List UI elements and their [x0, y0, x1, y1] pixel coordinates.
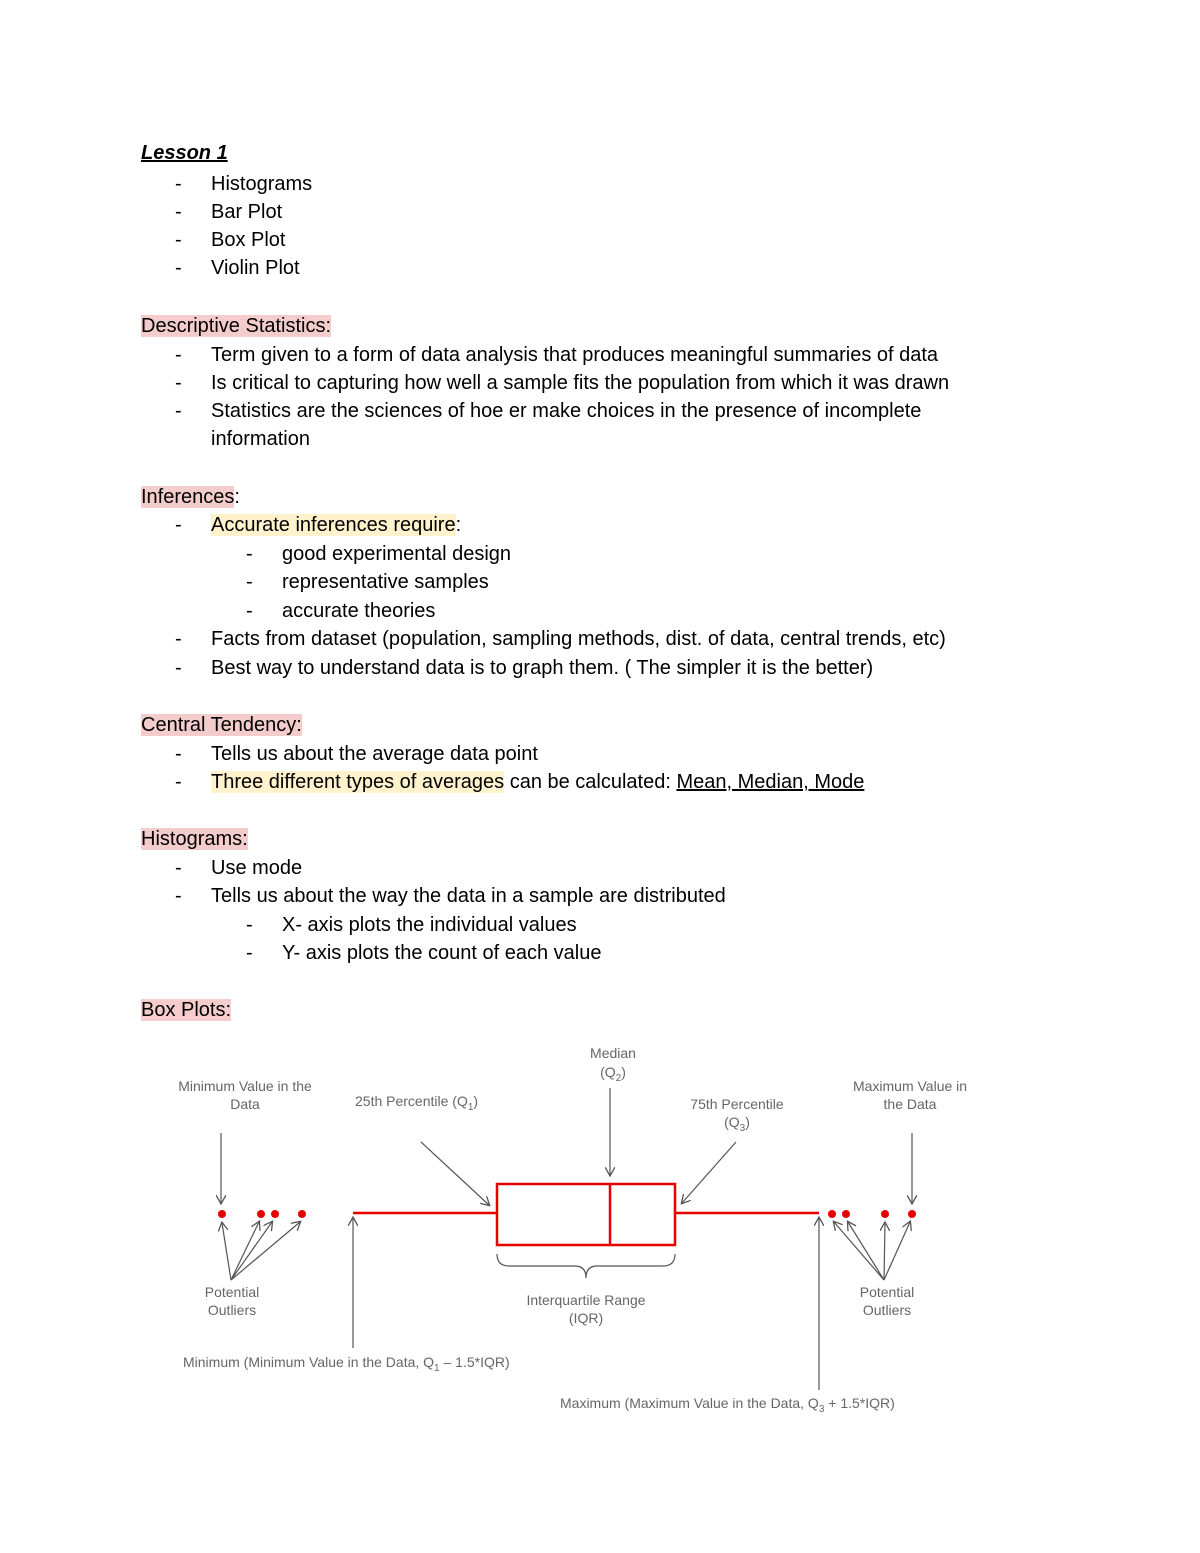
label-iqr: Interquartile Range	[526, 1292, 646, 1308]
list-item: Box Plot	[211, 229, 286, 251]
bullet-dash: -	[175, 201, 182, 223]
label-max-value: Maximum Value in	[852, 1078, 968, 1094]
list-item: Bar Plot	[211, 201, 283, 223]
arrow-q1	[421, 1142, 489, 1205]
label-iqr-2: (IQR)	[568, 1310, 604, 1326]
heading-text: Histograms	[141, 828, 243, 850]
label-min-value: Minimum Value in the	[178, 1078, 312, 1094]
outlier-point	[842, 1210, 850, 1218]
label-maximum: Maximum (Maximum Value in the Data, $Q_3 + 1.5*IQR$)	[560, 1395, 895, 1415]
heading-colon: :	[225, 999, 232, 1021]
highlighted-text: Three different types of averages	[211, 771, 505, 793]
outlier-point	[298, 1210, 306, 1218]
arrow-outlier-right	[848, 1222, 884, 1280]
outlier-point	[881, 1210, 889, 1218]
arrow-outlier-right	[884, 1222, 910, 1280]
list-item: Is critical to capturing how well a sample fits the population from which it was drawn	[211, 372, 950, 394]
outlier-point	[257, 1210, 265, 1218]
arrow-q3	[682, 1142, 736, 1203]
arrow-outlier-right	[884, 1223, 885, 1280]
label-median: Median	[590, 1045, 636, 1061]
label-min-value-2: Data	[230, 1096, 260, 1112]
sub-list-item: Y- axis plots the count of each value	[282, 942, 602, 964]
item-text: :	[455, 514, 462, 536]
bullet-dash: -	[175, 173, 182, 195]
list-item: Tells us about the way the data in a sample are distributed	[211, 885, 726, 907]
bullet-dash: -	[175, 372, 182, 394]
heading-text: Central Tendency:	[141, 714, 302, 736]
heading-text: Inferences	[141, 486, 235, 508]
lesson-title: Lesson 1	[141, 142, 228, 164]
sub-list-item: representative samples	[282, 571, 489, 593]
list-item: Statistics are the sciences of hoe er make choices in the presence of incomplete	[211, 400, 922, 422]
bullet-dash: -	[175, 743, 182, 765]
bullet-dash: -	[246, 543, 253, 565]
bullet-dash: -	[175, 628, 182, 650]
list-item: Histograms	[211, 173, 313, 195]
bullet-dash: -	[175, 257, 182, 279]
underlined-text: Mean, Median, Mode	[676, 771, 865, 793]
heading-text: Descriptive Statistics:	[141, 315, 332, 337]
arrow-outlier-left	[222, 1223, 231, 1280]
label-minimum: Minimum (Minimum Value in the Data, $Q_1 - 1.5*IQR$)	[183, 1354, 510, 1374]
bullet-dash: -	[246, 571, 253, 593]
heading-text: Box Plots	[141, 999, 226, 1021]
sub-list-item: X- axis plots the individual values	[282, 914, 577, 936]
list-item: Best way to understand data is to graph them. ( The simpler it is the better)	[211, 657, 874, 679]
iqr-bracket	[497, 1254, 675, 1278]
outlier-point	[218, 1210, 226, 1218]
label-q1: 25th Percentile $(Q_1)$	[355, 1093, 479, 1113]
list-item: Tells us about the average data point	[211, 743, 538, 765]
list-item: Facts from dataset (population, sampling methods, dist. of data, central trends, etc)	[211, 628, 946, 650]
bullet-dash: -	[175, 657, 182, 679]
sub-list-item: good experimental design	[282, 543, 512, 565]
heading-colon: :	[234, 486, 240, 508]
bullet-dash: -	[246, 600, 253, 622]
bullet-dash: -	[175, 771, 182, 793]
label-max-value-2: the Data	[883, 1096, 937, 1112]
label-outliers-right: Potential	[859, 1284, 915, 1300]
list-item: Violin Plot	[211, 257, 300, 279]
label-outliers-left: Potential	[204, 1284, 260, 1300]
list-item: Term given to a form of data analysis that produces meaningful summaries of data	[211, 344, 939, 366]
iqr-box	[497, 1184, 675, 1245]
outlier-point	[908, 1210, 916, 1218]
bullet-dash: -	[246, 942, 253, 964]
bullet-dash: -	[246, 914, 253, 936]
list-item: Use mode	[211, 857, 303, 879]
item-text: can be calculated:	[504, 771, 677, 793]
bullet-dash: -	[175, 885, 182, 907]
label-outliers-left-2: Outliers	[207, 1302, 257, 1318]
arrow-outlier-right	[834, 1222, 884, 1280]
bullet-dash: -	[175, 400, 182, 422]
sub-list-item: accurate theories	[282, 600, 436, 622]
heading-colon: :	[242, 828, 248, 850]
bullet-dash: -	[175, 229, 182, 251]
label-q3: 75th Percentile	[690, 1096, 784, 1112]
label-median-q2: $(Q_2)$	[600, 1064, 626, 1084]
bullet-dash: -	[175, 344, 182, 366]
arrow-outlier-left	[231, 1222, 259, 1280]
bullet-dash: -	[175, 514, 182, 536]
outlier-point	[271, 1210, 279, 1218]
list-item-continuation: information	[211, 428, 310, 450]
annotation-arrows	[221, 1088, 915, 1390]
outlier-point	[828, 1210, 836, 1218]
bullet-dash: -	[175, 857, 182, 879]
label-outliers-right-2: Outliers	[862, 1302, 912, 1318]
label-q3-2: $(Q_3)$	[724, 1114, 750, 1134]
highlighted-text: Accurate inferences require	[211, 514, 456, 536]
boxplot-shape	[353, 1184, 819, 1245]
